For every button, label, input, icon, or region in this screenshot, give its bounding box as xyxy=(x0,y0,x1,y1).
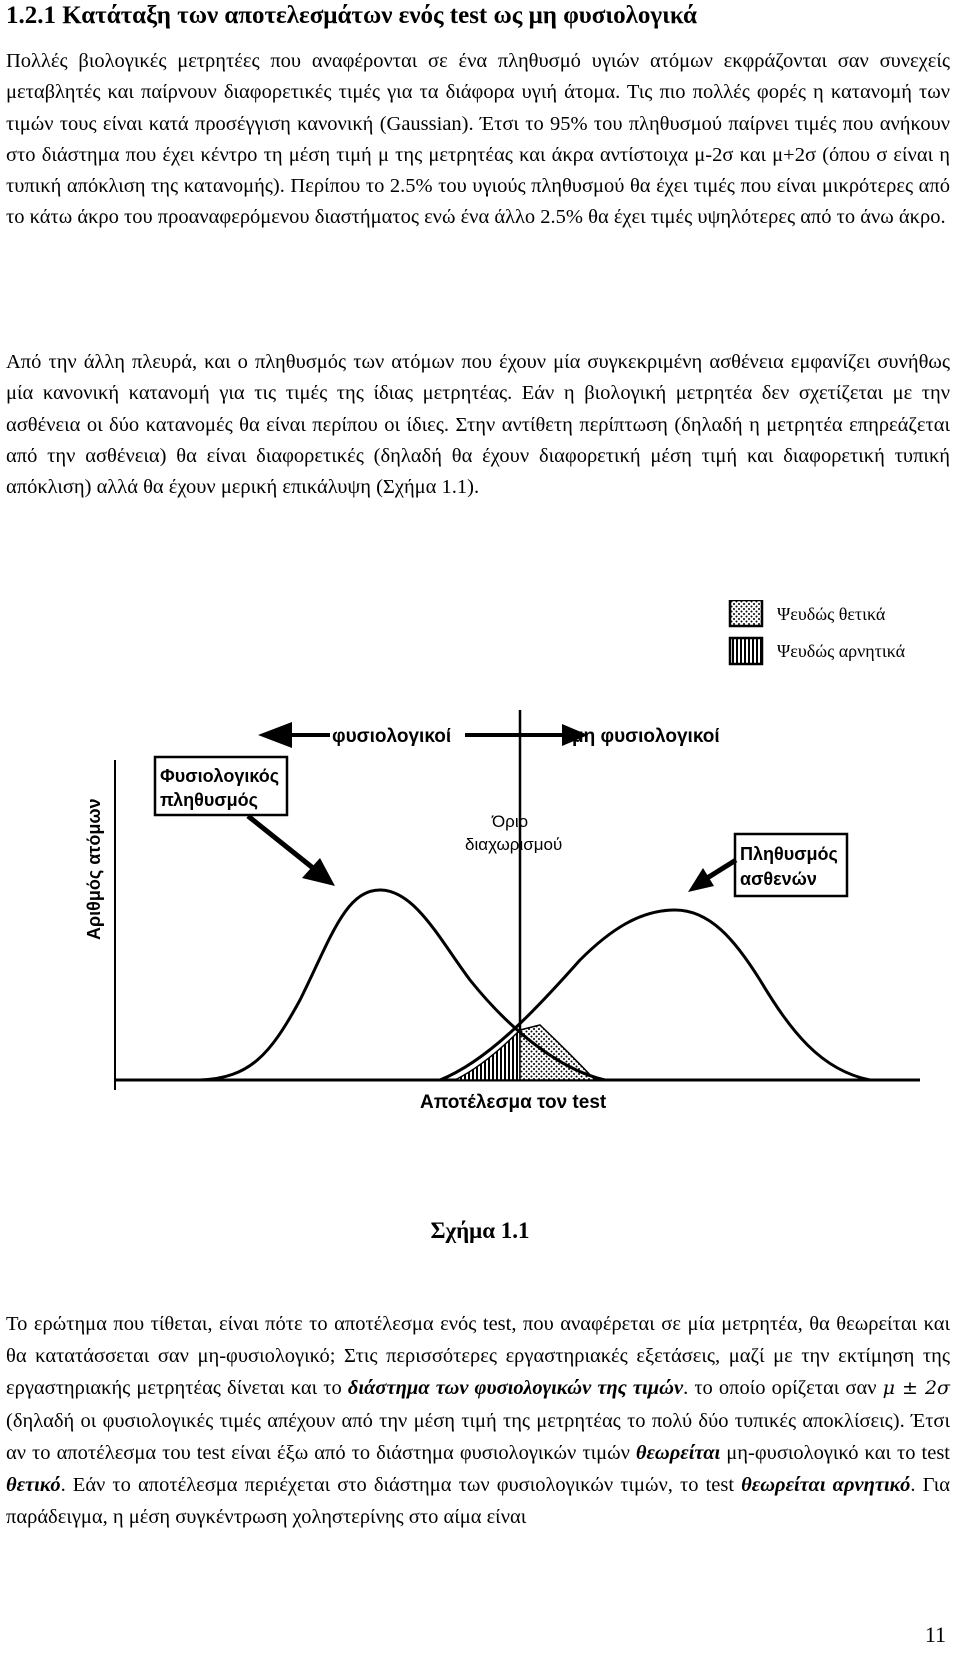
normal-population-label-2: πληθυσμός xyxy=(160,790,259,810)
paragraph-1: Πολλές βιολογικές μετρητέες που αναφέρονται σε ένα πληθυσμό υγιών ατόμων εκφράζονται σαν συνεχείς μεταβλητές και παίρνουν διαφορετικές τιμές για τα διάφορα υγιή άτομα. Τις πιο πολλές φορές η κατανομή των τιμών τους είναι κατά προσέγγιση κανονική (Gaussian). Έτσι το 95% του πληθυσμού παίρνει τιμές που ανήκουν στο διάστημα που έχει κέντρο τη μέση τιμή μ της μετρητέας και άκρα αντίστοιχα μ-2σ και μ+2σ (όπου σ είναι η τυπική απόκλιση της κατανομής). Περίπου το 2.5% του υγιούς πληθυσμού θα έχει τιμές που είναι μικρότερες από το κάτω άκρο του προαναφερόμενου διαστήματος ενώ ένα άλλο 2.5% θα έχει τιμές υψηλότερες από το άνω άκρο. xyxy=(6,50,950,229)
p3-text-2: . το οποίο ορίζεται σαν xyxy=(683,1377,883,1400)
legend-false-negative-label: Ψευδώς αρνητικά xyxy=(777,641,906,661)
p3-bold-positive: θετικό xyxy=(6,1474,61,1497)
legend-false-positive-label: Ψευδώς θετικά xyxy=(777,604,886,624)
paragraph-3 xyxy=(6,1308,950,1533)
patients-population-label-1: Πληθυσμός xyxy=(740,844,838,864)
arrow-abnormal-label: μη φυσιολογικοί xyxy=(572,726,720,747)
normal-population-label-1: Φυσιολογικός xyxy=(160,766,280,786)
figure-1-1 xyxy=(0,600,960,1200)
p3-text-6: . Για παράδειγμα, η μέση συγκέντρωση χοληστερίνης στο αίμα είναι xyxy=(6,1474,950,1529)
p3-formula: μ ± 2σ xyxy=(882,1377,951,1400)
page-number: 11 xyxy=(924,1622,946,1647)
normal-population-curve xyxy=(200,890,605,1080)
legend-false-positive-swatch xyxy=(730,600,762,626)
false-negative-region xyxy=(455,1030,520,1080)
paragraph-2: Από την άλλη πλευρά, και ο πληθυσμός των ατόμων που έχουν μία συγκεκριμένη ασθένεια εμφανίζει συνήθως μία κανονική κατανομή για τις τιμές της ίδιας μετρητέας. Εάν η βιολογική μετρητέα δεν σχετίζεται με την ασθένεια οι δύο κατανομές θα είναι περίπου οι ίδιες. Στην αντίθετη περίπτωση (δηλαδή η μετρητέα επηρεάζεται από την ασθένεια) θα είναι διαφορετικές (δηλαδή θα έχουν διαφορετική μέση τιμή και διαφορετική τυπική απόκλιση) αλλά θα έχουν μερική επικάλυψη (Σχήμα 1.1). xyxy=(6,351,950,499)
y-axis-label: Αριθμός ατόμων xyxy=(84,798,104,940)
p3-text-1: Το ερώτημα που τίθεται, είναι πότε το αποτέλεσμα ενός test, που αναφέρεται σε μία μετρητέα, θα θεωρείται και θα κατατάσσεται σαν μη-φυσιολογικό; Στις περισσότερες εργαστηριακές εξετάσεις, μαζί με την εκτίμηση της εργαστηριακής μετρητέας δίνεται και το xyxy=(6,1313,950,1400)
p3-text-3: (δηλαδή οι φυσιολογικές τιμές απέχουν από την μέση τιμή της μετρητέας το πολύ δύο τυπικές αποκλίσεις). Έτσι αν το αποτέλεσμα του test είναι έξω από το διάστημα φυσιολογικών τιμών xyxy=(6,1409,950,1464)
p3-text-5: . Εάν το αποτέλεσμα περιέχεται στο διάστημα των φυσιολογικών τιμών, το test xyxy=(60,1474,742,1497)
figure-caption: Σχήμα 1.1 xyxy=(430,1218,530,1243)
cutoff-label-line1: Όριο xyxy=(492,812,529,831)
p3-bold-considered: θεωρείται xyxy=(635,1441,721,1464)
arrow-normal-label: φυσιολογικοί xyxy=(332,726,452,747)
section-heading: 1.2.1 Κατάταξη των αποτελεσμάτων ενός test ως μη φυσιολογικά xyxy=(6,2,697,29)
p3-text-4: μη-φυσιολογικό και το test xyxy=(720,1441,950,1464)
p3-bold-considered-negative: θεωρείται αρνητικό xyxy=(741,1474,911,1497)
legend-false-negative-swatch xyxy=(730,638,762,664)
cutoff-label-line2: διαχωρισμού xyxy=(465,835,563,854)
x-axis-label: Αποτέλεσμα τον test xyxy=(420,1092,607,1113)
p3-bold-normal-range: διάστημα των φυσιολογικών της τιμών xyxy=(347,1377,684,1400)
patients-population-label-2: ασθενών xyxy=(740,869,817,889)
